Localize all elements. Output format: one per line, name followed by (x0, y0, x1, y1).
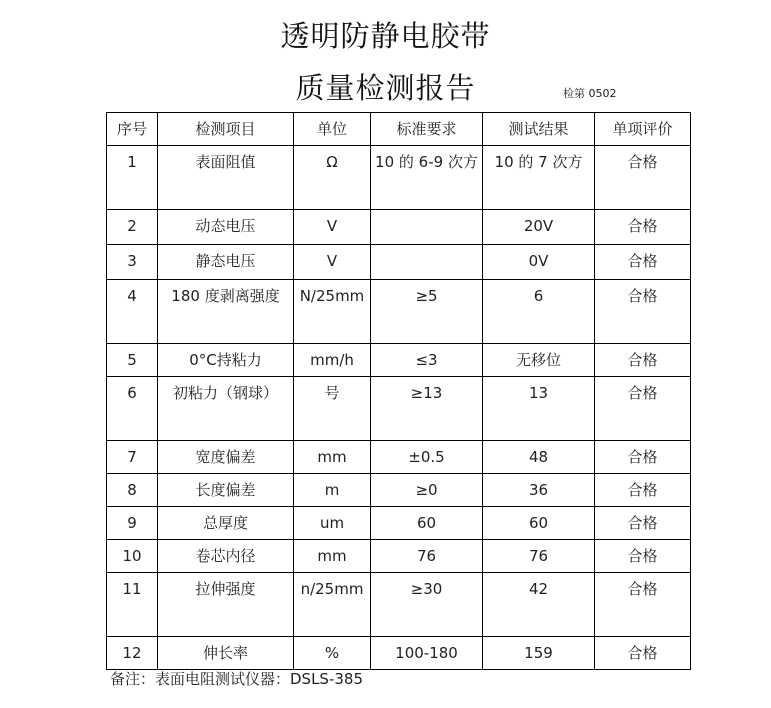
cell-unit: mm (294, 441, 371, 474)
cell-unit: V (294, 245, 371, 280)
cell-standard (371, 210, 483, 245)
cell-index: 6 (107, 377, 158, 441)
cell-index: 12 (107, 637, 158, 670)
report-number: 检第 0502 (563, 87, 617, 100)
document-title: 透明防静电胶带 (280, 19, 491, 53)
table-row (107, 146, 691, 210)
cell-evaluation: 合格 (595, 146, 691, 210)
cell-unit: % (294, 637, 371, 670)
cell-result: 20V (483, 210, 595, 245)
cell-index: 2 (107, 210, 158, 245)
cell-index: 3 (107, 245, 158, 280)
header-index: 序号 (107, 113, 158, 146)
cell-item: 卷芯内径 (158, 540, 294, 573)
cell-result: 36 (483, 474, 595, 507)
cell-evaluation: 合格 (595, 540, 691, 573)
cell-item: 拉伸强度 (158, 573, 294, 637)
cell-index: 10 (107, 540, 158, 573)
cell-standard: ≥13 (371, 377, 483, 441)
cell-result: 6 (483, 280, 595, 344)
cell-unit: n/25mm (294, 573, 371, 637)
cell-item: 0°C持粘力 (158, 344, 294, 377)
header-result: 测试结果 (483, 113, 595, 146)
cell-evaluation: 合格 (595, 507, 691, 540)
cell-standard: 10 的 6-9 次方 (371, 146, 483, 210)
cell-unit: 号 (294, 377, 371, 441)
table-header-row (107, 113, 691, 146)
table-row (107, 441, 691, 474)
cell-evaluation: 合格 (595, 377, 691, 441)
cell-unit: Ω (294, 146, 371, 210)
cell-standard: 100-180 (371, 637, 483, 670)
cell-standard: ±0.5 (371, 441, 483, 474)
header-evaluation: 单项评价 (595, 113, 691, 146)
cell-standard: ≥5 (371, 280, 483, 344)
cell-item: 宽度偏差 (158, 441, 294, 474)
cell-item: 静态电压 (158, 245, 294, 280)
cell-unit: N/25mm (294, 280, 371, 344)
cell-evaluation: 合格 (595, 245, 691, 280)
cell-item: 表面阻值 (158, 146, 294, 210)
cell-item: 总厚度 (158, 507, 294, 540)
cell-index: 5 (107, 344, 158, 377)
cell-index: 7 (107, 441, 158, 474)
table-row (107, 280, 691, 344)
cell-result: 60 (483, 507, 595, 540)
cell-unit: V (294, 210, 371, 245)
cell-item: 长度偏差 (158, 474, 294, 507)
cell-item: 动态电压 (158, 210, 294, 245)
table-row (107, 573, 691, 637)
cell-index: 9 (107, 507, 158, 540)
cell-result: 76 (483, 540, 595, 573)
header-standard: 标准要求 (371, 113, 483, 146)
quality-report-table (106, 112, 691, 670)
cell-unit: m (294, 474, 371, 507)
header-item: 检测项目 (158, 113, 294, 146)
header-unit: 单位 (294, 113, 371, 146)
cell-index: 1 (107, 146, 158, 210)
table-row (107, 507, 691, 540)
cell-evaluation: 合格 (595, 637, 691, 670)
cell-result: 10 的 7 次方 (483, 146, 595, 210)
cell-result: 无移位 (483, 344, 595, 377)
cell-index: 8 (107, 474, 158, 507)
cell-result: 48 (483, 441, 595, 474)
table-row (107, 540, 691, 573)
cell-standard: ≥30 (371, 573, 483, 637)
cell-item: 伸长率 (158, 637, 294, 670)
cell-evaluation: 合格 (595, 441, 691, 474)
cell-evaluation: 合格 (595, 573, 691, 637)
cell-standard: 60 (371, 507, 483, 540)
cell-standard (371, 245, 483, 280)
table-row (107, 344, 691, 377)
cell-evaluation: 合格 (595, 210, 691, 245)
document-subtitle: 质量检测报告 (295, 71, 476, 105)
cell-evaluation: 合格 (595, 280, 691, 344)
cell-unit: mm (294, 540, 371, 573)
remark-note: 备注：表面电阻测试仪器：DSLS-385 (110, 670, 363, 688)
cell-standard: 76 (371, 540, 483, 573)
cell-index: 11 (107, 573, 158, 637)
cell-index: 4 (107, 280, 158, 344)
cell-standard: ≤3 (371, 344, 483, 377)
table-row (107, 377, 691, 441)
cell-evaluation: 合格 (595, 474, 691, 507)
cell-unit: mm/h (294, 344, 371, 377)
cell-unit: um (294, 507, 371, 540)
table-row (107, 210, 691, 245)
cell-result: 42 (483, 573, 595, 637)
table-row (107, 637, 691, 670)
cell-item: 初粘力（钢球） (158, 377, 294, 441)
table-row (107, 245, 691, 280)
cell-result: 159 (483, 637, 595, 670)
table-row (107, 474, 691, 507)
cell-evaluation: 合格 (595, 344, 691, 377)
cell-standard: ≥0 (371, 474, 483, 507)
cell-item: 180 度剥离强度 (158, 280, 294, 344)
cell-result: 13 (483, 377, 595, 441)
cell-result: 0V (483, 245, 595, 280)
